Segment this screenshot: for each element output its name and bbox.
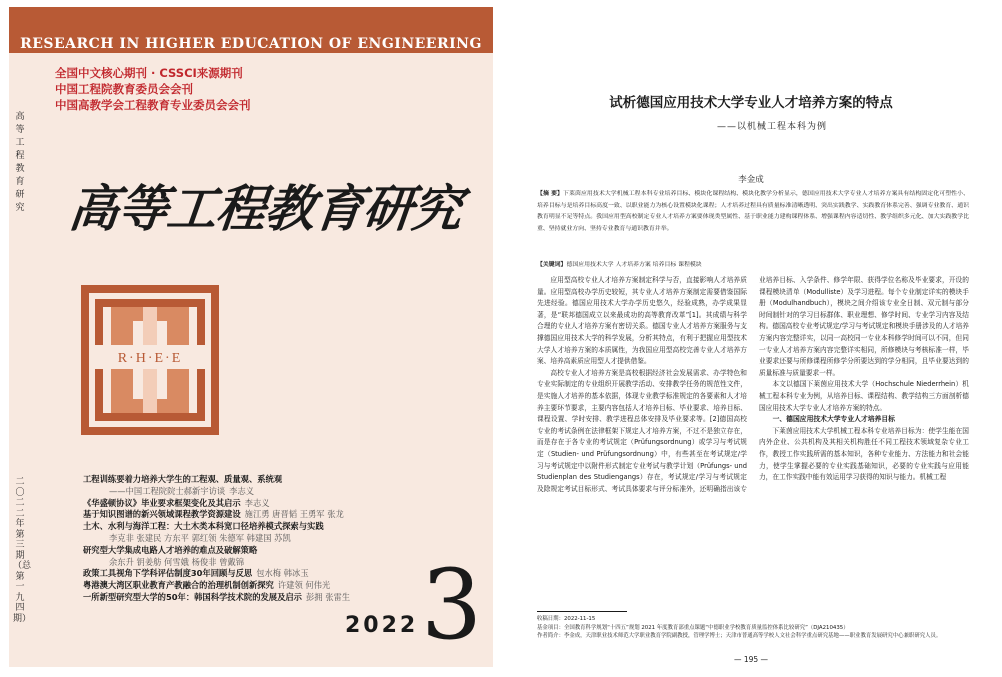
article-subtitle: ——以机械工程本科为例	[717, 122, 828, 132]
issue-year: 2022	[345, 613, 419, 638]
spine-title: 高等工程教育研究	[15, 112, 25, 213]
toc-title: 土木、水利与海洋工程：大土木类本科宽口径培养模式探索与实践	[83, 521, 324, 532]
article-title: 试析德国应用技术大学专业人才培养方案的特点	[609, 95, 893, 111]
logo-letters: R·H·E·E	[117, 351, 183, 366]
toc-authors: 许建领 何伟光	[277, 580, 331, 591]
footnotes	[537, 615, 969, 641]
tagline-higher-ed-society: 中国高教学会工程教育专业委员会会刊	[55, 98, 251, 112]
toc-title: 粤港澳大湾区职业教育产教融合的治理机制创新探究	[83, 580, 274, 591]
article-author: 李金成	[738, 175, 764, 185]
body-paragraph: 下莱茵应用技术大学机械工程本科专业培养目标为：使学生能在国内外企业、公共机构及其相关机构胜任不同工程技术领域复杂专业工作，教授工作实践所需的基本知识，各种专业能力、方法能力和社会能力，使学生掌握必要的专业实践基础知识，必要的专业实践与应用能力，在工作实践中能有效运用学习获得的知识与能力。机械工程	[759, 426, 969, 482]
page-number: — 195 —	[733, 655, 769, 664]
tagline-core-journal: 全国中文核心期刊 · CSSCI来源期刊	[55, 66, 243, 80]
toc-item	[83, 568, 403, 580]
toc-item	[83, 592, 403, 604]
article-keywords	[537, 259, 969, 268]
toc-item	[83, 474, 403, 486]
toc-authors: 李志义	[229, 485, 255, 496]
journal-cover	[9, 7, 493, 667]
toc-authors: 施江勇 唐晋韬 王勇军 张龙	[244, 509, 344, 520]
article-page	[507, 7, 995, 667]
cover-contents	[83, 474, 403, 604]
toc-item	[83, 509, 403, 521]
toc-item	[83, 486, 403, 498]
footnote-received: 收稿日期：2022-11-15	[537, 616, 596, 622]
toc-item	[83, 580, 403, 592]
toc-title: 基于知识图谱的新兴领域课程教学资源建设	[83, 509, 241, 520]
article-body	[537, 275, 969, 608]
keywords-text: 德国应用技术大学 人才培养方案 培养目标 课程模块	[566, 262, 702, 268]
keywords-label: 【关键词】	[537, 262, 567, 268]
toc-title: ——中国工程院院士郝新宇访谈	[109, 485, 226, 496]
body-paragraph: 本文以德国下莱茵应用技术大学（Hochschule Niederrhein）机械工程本科专业为例，从培养目标、课程结构、教学结构三方面剖析德国应用技术大学专业人才培养方案的特点。	[759, 380, 969, 412]
toc-title: 《华盛顿协议》毕业要求框架变化及其启示	[83, 497, 241, 508]
footnote-author-bio: 作者简介：李金成，天津职业技术师范大学职业教育学院副教授，管理学博士；天津市普通高等学校人文社会科学重点研究基地——职业教育发展研究中心兼职研究人员。	[537, 633, 942, 640]
body-paragraph: 应用型高校专业人才培养方案制定科学与否，直接影响人才培养质量。应用型高校办学历史较短，其专业人才培养方案制定需要借鉴国际先进经验。德国应用技术大学办学历史悠久，经验成熟，办学成果显著，是“联邦德国成立以来最成功的高等教育改革”[1]。其成绩与科学合理的专业人才培养方案有密切关系。德国专业人才培养方案服务与支撑德国应用技术大学的科学发展，分析其特点，有利于把握应用型技术大学人才培养方案的本质属性，为我国应用型高校完善专业人才培养方案、培养高素质应用型人才提供借鉴。	[537, 276, 747, 366]
toc-item	[83, 533, 403, 545]
toc-title: 研究型大学集成电路人才培养的难点及破解策略	[83, 544, 258, 555]
spine-issue: 二〇二二年第三期（总第一九四期）	[13, 477, 32, 624]
toc-authors: 余东升 钥姜舫 何雪娥 杨俊非 曾戴锦	[109, 556, 245, 567]
footnote-funding: 基金项目：全国教育科学规划“十四五”规划 2021 年度教育部重点课题“中德职业学校教育质量监控体系比较研究”（DJA210435）	[537, 624, 849, 631]
toc-item	[83, 545, 403, 557]
section-heading: 一、德国应用技术大学专业人才培养目标	[772, 415, 895, 424]
toc-item	[83, 557, 403, 569]
rhee-logo	[81, 285, 219, 435]
tagline-engineering-academy: 中国工程院教育委员会会刊	[55, 82, 193, 96]
toc-title: 一所新型研究型大学的50年：韩国科学技术院的发展及启示	[83, 591, 302, 602]
toc-authors: 包水梅 韩冰玉	[256, 568, 309, 579]
abstract-label: 【摘 要】	[537, 191, 564, 197]
toc-title: 工程训练要着力培养大学生的工程观、质量观、系统观	[83, 474, 283, 484]
body-paragraph: 高校专业人才培养方案是高校根据经济社会发展需求、办学特色和专业实际制定的专业组织开展教学活动、安排教学任务的规范性文件，是实施人才培养的基本依据，体现专业教学标准规定的各要素和人才培养主要环节要求，主要内容包括人才培养目标、毕业要求、培养目标、课程设置、学时安排、教学进程总体安排及毕业要求等。[2]德国高校专业的考试条例在法律框架下规定人才培养方案，不过不是独立存在，而是存在于各专业的考试规定（Prüfungsordnung）或学习与考试规定（Studien- und Prüfungsordnung）中，有些甚至在考试规定/学习与考试规定中以附件形式制定专业考试与教学计划（Prüfungs- und Studienplan des Studiengangs）存在，考试规定/学习与考试规定及除规定考试目标形式、考试具体要求与评分标准外，还明确指出该专业培养目标、入学条件、修学年限、获得学位名称及毕业要求，开设的课程模块清单（Modulliste）及学习进程。每个专业制定详实的模块手册（Modulhandbuch），模块之间介绍该专业全日制、双元制与部分时间制针对的学习目标群体、职业理想、修学时间、专业学习内容及结构。德国高校专业考试规定/学习与考试规定和模块手册涉及的人才培养方案内容完整详实，以同一高校同一专业本科修学时间可以不同，但同一专业人才培养方案内容完整详实相同，所修模块与考核标准一样，毕业要求还要与所修课程所修学分所要达到的学分相同，且毕业要达到的质量标准与质量要求一样。	[537, 276, 969, 493]
footnote-divider	[537, 611, 627, 612]
abstract-text: 下莱茵应用技术大学机械工程本科专业培养目标、模块化课程结构、模块化教学分析显示，德国应用技术大学专业人才培养方案具有结构固定化可塑性小、培养目标与是培养目标高度一致、以职业能力为核心设置模块化课程；人才培养过程具有质量标准清晰透明、突出实践教学、实践教育体系完善、强调专业教育、通识教育明显不足等特点。我国应用型高校制定专业人才培养方案要体现类型属性、基于职业能力建构课程体系、增强课程内容适切性、教学组织多元化、加大实践教学比重、坚持就业方向、坚持专业教育与通识教育并举。	[537, 191, 970, 232]
toc-authors: 彭拥 张雷生	[305, 591, 351, 602]
cover-title-english: RESEARCH IN HIGHER EDUCATION OF ENGINEERING	[20, 36, 482, 52]
issue-number: 3	[421, 549, 483, 661]
toc-authors: 李志义	[244, 497, 270, 508]
cover-title-chinese: 高等工程教育研究	[65, 179, 465, 238]
toc-item	[83, 498, 403, 510]
toc-item	[83, 521, 403, 533]
article-abstract	[537, 189, 969, 235]
toc-title: 政策工具视角下学科评估制度30年回顾与反思	[83, 568, 253, 579]
cover-taglines	[55, 65, 251, 113]
toc-authors: 李克非 张建民 方东平 郭红领 朱德军 韩建国 苏凯	[109, 532, 291, 543]
